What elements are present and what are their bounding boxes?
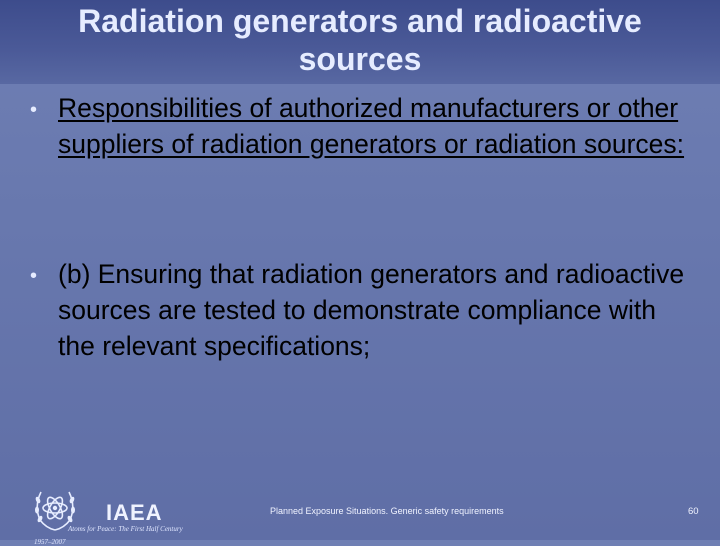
slide-title-line-2: sources xyxy=(298,41,422,77)
footer-caption: Planned Exposure Situations. Generic safety requirements xyxy=(270,506,504,516)
bullet-item-responsibilities xyxy=(30,90,700,162)
slide-title xyxy=(0,2,720,78)
logo-years: 1957–2007 xyxy=(34,538,66,546)
bullet-icon: • xyxy=(30,265,38,287)
logo-text: IAEA xyxy=(106,500,163,525)
logo-tagline: Atoms for Peace: The First Half Century xyxy=(68,525,183,533)
bullet-item-testing xyxy=(30,256,700,364)
bullet-icon: • xyxy=(30,99,38,121)
bullet-text: (b) Ensuring that radiation generators and radioactive sources are tested to demonstrate compliance with the relevant specifications; xyxy=(58,259,685,361)
iaea-logo xyxy=(28,482,218,546)
footer xyxy=(0,472,720,546)
page-number: 60 xyxy=(688,506,699,517)
bullet-text: Responsibilities of authorized manufacturers or other suppliers of radiation generators or radiation sources: xyxy=(58,93,685,159)
slide-title-line-1: Radiation generators and radioactive xyxy=(78,3,642,39)
